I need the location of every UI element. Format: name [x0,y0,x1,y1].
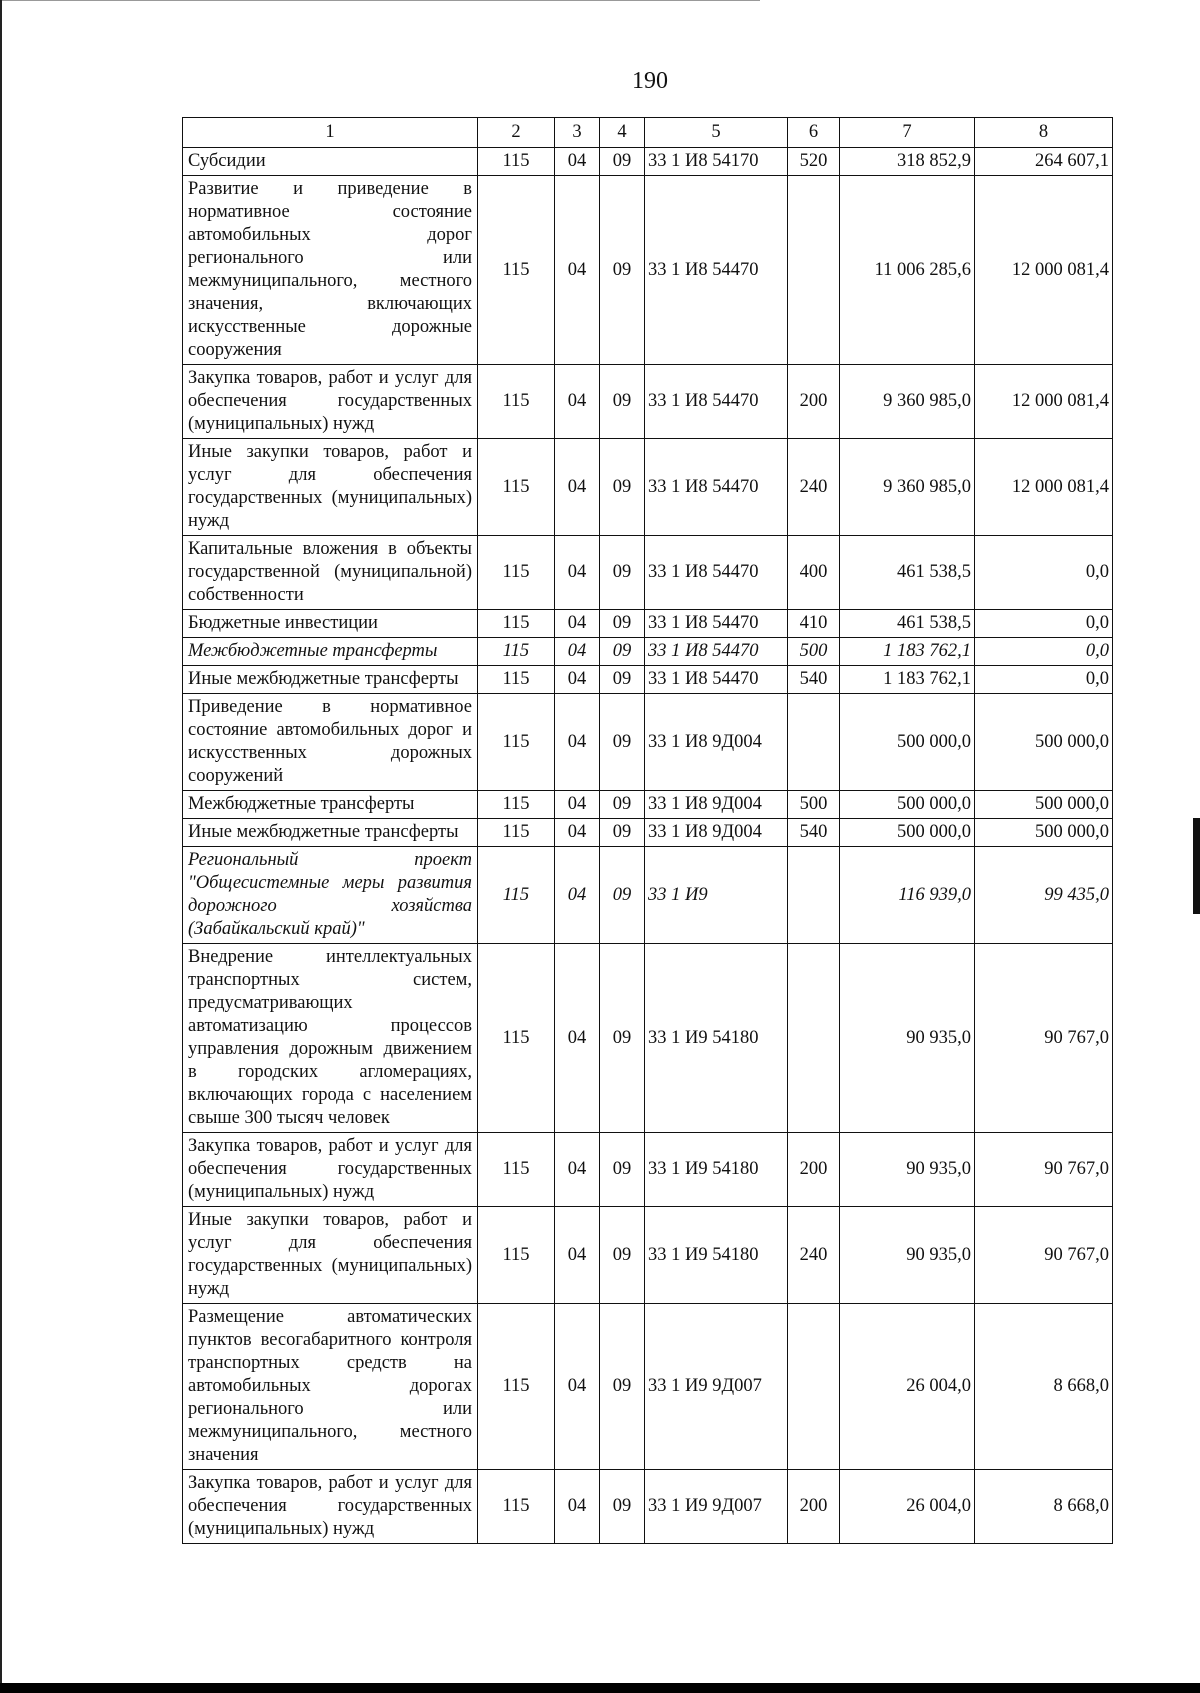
target-article-code: 33 1 И8 54470 [645,439,788,536]
expense-type-code: 200 [788,1470,840,1544]
amount-year-2: 8 668,0 [975,1470,1113,1544]
admin-code: 115 [478,1207,555,1304]
column-number: 6 [788,118,840,148]
admin-code: 115 [478,944,555,1133]
expense-type-code: 400 [788,536,840,610]
subsection-code: 09 [600,1133,645,1207]
row-name: Развитие и приведение в нормативное состояние автомобильных дорог регионального или межмуниципального, местного значения, включающих искусственные дорожные сооружения [183,176,478,365]
subsection-code: 09 [600,638,645,666]
subsection-code: 09 [600,610,645,638]
admin-code: 115 [478,439,555,536]
table-row [183,1207,1113,1304]
amount-year-1: 11 006 285,6 [840,176,975,365]
amount-year-1: 500 000,0 [840,791,975,819]
admin-code: 115 [478,365,555,439]
section-code: 04 [555,847,600,944]
section-code: 04 [555,148,600,176]
column-number: 7 [840,118,975,148]
scan-top-rule [0,0,760,1]
amount-year-2: 0,0 [975,666,1113,694]
subsection-code: 09 [600,1304,645,1470]
amount-year-1: 461 538,5 [840,536,975,610]
admin-code: 115 [478,1470,555,1544]
section-code: 04 [555,439,600,536]
admin-code: 115 [478,819,555,847]
section-code: 04 [555,638,600,666]
target-article-code: 33 1 И8 9Д004 [645,819,788,847]
target-article-code: 33 1 И8 9Д004 [645,694,788,791]
amount-year-2: 90 767,0 [975,1207,1113,1304]
table-row [183,819,1113,847]
amount-year-2: 500 000,0 [975,694,1113,791]
amount-year-2: 264 607,1 [975,148,1113,176]
amount-year-2: 90 767,0 [975,944,1113,1133]
table-body [183,118,1113,1544]
target-article-code: 33 1 И8 54470 [645,638,788,666]
column-number: 1 [183,118,478,148]
table-row [183,1304,1113,1470]
section-code: 04 [555,1304,600,1470]
subsection-code: 09 [600,847,645,944]
expense-type-code: 500 [788,638,840,666]
section-code: 04 [555,1207,600,1304]
row-name: Закупка товаров, работ и услуг для обеспечения государственных (муниципальных) нужд [183,365,478,439]
admin-code: 115 [478,1304,555,1470]
row-name: Размещение автоматических пунктов весогабаритного контроля транспортных средств на автомобильных дорогах регионального или межмуниципального, местного значения [183,1304,478,1470]
table-row [183,694,1113,791]
amount-year-1: 500 000,0 [840,694,975,791]
amount-year-1: 90 935,0 [840,944,975,1133]
table-row [183,847,1113,944]
section-code: 04 [555,610,600,638]
admin-code: 115 [478,847,555,944]
amount-year-2: 99 435,0 [975,847,1113,944]
target-article-code: 33 1 И8 54170 [645,148,788,176]
row-name: Межбюджетные трансферты [183,791,478,819]
expense-type-code: 240 [788,1207,840,1304]
amount-year-2: 0,0 [975,536,1113,610]
admin-code: 115 [478,148,555,176]
table-row [183,1470,1113,1544]
expense-type-code [788,944,840,1133]
subsection-code: 09 [600,365,645,439]
table-row [183,365,1113,439]
expense-type-code: 240 [788,439,840,536]
section-code: 04 [555,1133,600,1207]
row-name: Иные закупки товаров, работ и услуг для обеспечения государственных (муниципальных) нужд [183,1207,478,1304]
target-article-code: 33 1 И8 54470 [645,610,788,638]
scan-left-edge [0,0,2,1693]
expense-type-code: 500 [788,791,840,819]
admin-code: 115 [478,536,555,610]
column-number-row [183,118,1113,148]
admin-code: 115 [478,694,555,791]
admin-code: 115 [478,176,555,365]
expense-type-code: 410 [788,610,840,638]
column-number: 8 [975,118,1113,148]
table-row [183,176,1113,365]
subsection-code: 09 [600,791,645,819]
expense-type-code: 200 [788,365,840,439]
section-code: 04 [555,176,600,365]
target-article-code: 33 1 И8 9Д004 [645,791,788,819]
amount-year-1: 90 935,0 [840,1133,975,1207]
subsection-code: 09 [600,819,645,847]
target-article-code: 33 1 И9 [645,847,788,944]
column-number: 5 [645,118,788,148]
subsection-code: 09 [600,944,645,1133]
row-name: Межбюджетные трансферты [183,638,478,666]
subsection-code: 09 [600,148,645,176]
section-code: 04 [555,791,600,819]
amount-year-2: 0,0 [975,638,1113,666]
table-row [183,1133,1113,1207]
target-article-code: 33 1 И9 9Д007 [645,1470,788,1544]
amount-year-2: 0,0 [975,610,1113,638]
row-name: Закупка товаров, работ и услуг для обеспечения государственных (муниципальных) нужд [183,1133,478,1207]
expense-type-code [788,176,840,365]
admin-code: 115 [478,1133,555,1207]
target-article-code: 33 1 И8 54470 [645,176,788,365]
amount-year-1: 26 004,0 [840,1304,975,1470]
target-article-code: 33 1 И8 54470 [645,666,788,694]
table-row [183,791,1113,819]
amount-year-1: 461 538,5 [840,610,975,638]
budget-table [182,117,1113,1544]
expense-type-code: 540 [788,666,840,694]
table-row [183,536,1113,610]
row-name: Субсидии [183,148,478,176]
section-code: 04 [555,1470,600,1544]
row-name: Иные межбюджетные трансферты [183,819,478,847]
column-number: 2 [478,118,555,148]
amount-year-1: 26 004,0 [840,1470,975,1544]
amount-year-1: 9 360 985,0 [840,365,975,439]
amount-year-1: 318 852,9 [840,148,975,176]
subsection-code: 09 [600,1207,645,1304]
row-name: Закупка товаров, работ и услуг для обеспечения государственных (муниципальных) нужд [183,1470,478,1544]
target-article-code: 33 1 И9 54180 [645,1133,788,1207]
subsection-code: 09 [600,176,645,365]
amount-year-1: 1 183 762,1 [840,666,975,694]
row-name: Региональный проект "Общесистемные меры развития дорожного хозяйства (Забайкальский край)" [183,847,478,944]
page-number: 190 [632,68,668,94]
row-name: Капитальные вложения в объекты государственной (муниципальной) собственности [183,536,478,610]
column-number: 4 [600,118,645,148]
subsection-code: 09 [600,694,645,791]
table-row [183,666,1113,694]
row-name: Внедрение интеллектуальных транспортных систем, предусматривающих автоматизацию процессов управления дорожным движением в городских агломерациях, включающих города с населением свыше 300 тысяч человек [183,944,478,1133]
admin-code: 115 [478,610,555,638]
expense-type-code [788,1304,840,1470]
amount-year-2: 12 000 081,4 [975,365,1113,439]
table-row [183,148,1113,176]
section-code: 04 [555,536,600,610]
amount-year-1: 500 000,0 [840,819,975,847]
amount-year-1: 90 935,0 [840,1207,975,1304]
column-number: 3 [555,118,600,148]
section-code: 04 [555,819,600,847]
subsection-code: 09 [600,1470,645,1544]
row-name: Бюджетные инвестиции [183,610,478,638]
table-row [183,638,1113,666]
table-row [183,944,1113,1133]
target-article-code: 33 1 И9 54180 [645,1207,788,1304]
admin-code: 115 [478,791,555,819]
amount-year-1: 116 939,0 [840,847,975,944]
subsection-code: 09 [600,439,645,536]
expense-type-code: 200 [788,1133,840,1207]
amount-year-1: 1 183 762,1 [840,638,975,666]
table-row [183,439,1113,536]
row-name: Приведение в нормативное состояние автомобильных дорог и искусственных дорожных сооружений [183,694,478,791]
scan-edge-mark [1193,818,1200,914]
amount-year-2: 8 668,0 [975,1304,1113,1470]
expense-type-code: 540 [788,819,840,847]
section-code: 04 [555,365,600,439]
row-name: Иные закупки товаров, работ и услуг для обеспечения государственных (муниципальных) нужд [183,439,478,536]
amount-year-2: 90 767,0 [975,1133,1113,1207]
expense-type-code: 520 [788,148,840,176]
amount-year-1: 9 360 985,0 [840,439,975,536]
amount-year-2: 500 000,0 [975,791,1113,819]
row-name: Иные межбюджетные трансферты [183,666,478,694]
scan-bottom-band [0,1683,1200,1693]
target-article-code: 33 1 И8 54470 [645,536,788,610]
subsection-code: 09 [600,536,645,610]
section-code: 04 [555,944,600,1133]
subsection-code: 09 [600,666,645,694]
section-code: 04 [555,666,600,694]
target-article-code: 33 1 И9 9Д007 [645,1304,788,1470]
target-article-code: 33 1 И9 54180 [645,944,788,1133]
amount-year-2: 500 000,0 [975,819,1113,847]
admin-code: 115 [478,666,555,694]
amount-year-2: 12 000 081,4 [975,176,1113,365]
amount-year-2: 12 000 081,4 [975,439,1113,536]
section-code: 04 [555,694,600,791]
table-row [183,610,1113,638]
target-article-code: 33 1 И8 54470 [645,365,788,439]
expense-type-code [788,694,840,791]
expense-type-code [788,847,840,944]
admin-code: 115 [478,638,555,666]
